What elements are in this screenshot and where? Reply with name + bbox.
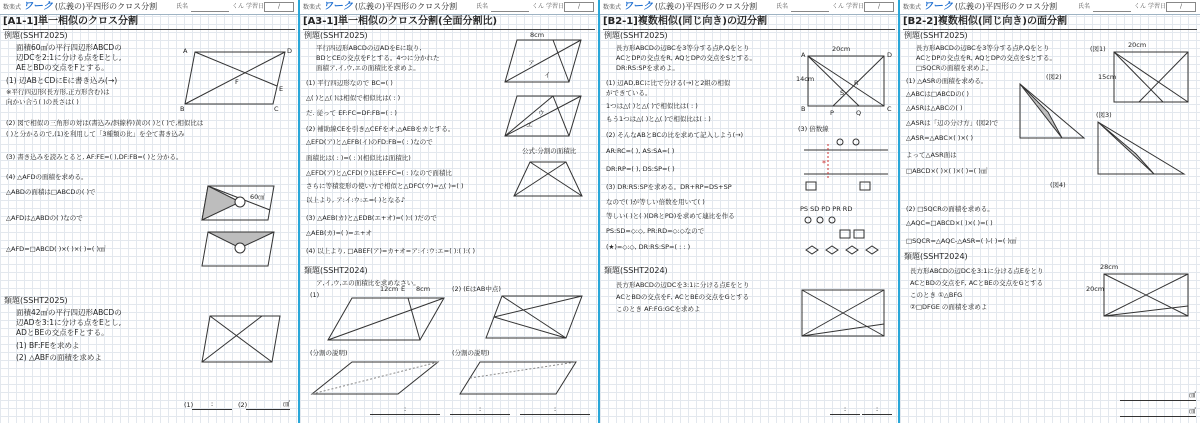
answer-field[interactable]: : — [862, 404, 892, 415]
vertex-a-label: A — [801, 51, 806, 59]
sheet-header — [0, 0, 298, 15]
problem-line: AEとBDの交点をFとする。 — [16, 63, 109, 72]
brand-logo: ワーク — [922, 1, 953, 12]
figure-note: (図4) — [1050, 181, 1066, 189]
date-field[interactable]: / — [1166, 2, 1196, 12]
side-note: 60㎠ — [250, 193, 265, 201]
name-field[interactable] — [191, 2, 229, 12]
date-field[interactable]: / — [264, 2, 294, 12]
problem-line: □SQCR=△AQC-△ASR=( )-( )=( )㎠ — [906, 237, 1017, 245]
practice-label: 類題(SSHT2024) — [304, 266, 368, 275]
point-q-label: Q — [856, 109, 862, 117]
problem-line: 長方形ABCDの辺BCを3等分する点P,Qをとり — [916, 44, 1050, 52]
problem-line: (★)=◇:◇, DR:RS:SP=( : : ) — [606, 243, 691, 251]
problem-line: (2) そんなABとBCの比を求めて記入しよう(→) — [606, 131, 744, 139]
practice-label: 類題(SSHT2024) — [604, 266, 668, 275]
practice-line: (2) △ABFの面積を求めよ — [16, 353, 102, 362]
example-label: 例題(SSHT2025) — [604, 31, 668, 40]
problem-line: (2) □SQCRの面積を求める。 — [906, 205, 994, 213]
answer-field[interactable]: : — [520, 404, 590, 415]
problem-line: 平行四辺形ABCDの辺ADをEに取り, — [316, 44, 422, 52]
segment-diagram — [800, 216, 892, 260]
problem-line: DR:RS:SPを求めよ。 — [616, 64, 679, 72]
rectangle-figure — [1112, 50, 1190, 104]
practice-sketch-1 — [312, 358, 442, 398]
problem-line: △ASRは△ABCの( ) — [906, 104, 963, 112]
shaded-diagram — [200, 182, 280, 270]
brand-small: 数楽式 — [3, 4, 22, 11]
dim-label: 20cm — [1086, 285, 1105, 293]
figure-note: (図3) — [1096, 111, 1112, 119]
region-label: イ — [544, 71, 551, 79]
figure-note: (図1) — [1090, 45, 1106, 53]
practice-note: (分割の説明) — [310, 349, 348, 357]
problem-line: 長方形ABCDの辺BCを3等分する点P,Qをとり — [616, 44, 750, 52]
example-label: 例題(SSHT2025) — [4, 31, 68, 40]
problem-line: PS:SD=◇:◇, PR:RD=◇:◇なので — [606, 227, 705, 235]
date-field[interactable]: / — [864, 2, 894, 12]
problem-line: 1つは△( )と△( )で相似比は( : ) — [606, 102, 698, 110]
problem-line: △( )と△( )は相似で相似比は( : ) — [306, 94, 401, 102]
formula-note: 公式:分割の面積比 — [522, 147, 577, 155]
rectangle-figure — [806, 54, 886, 108]
example-label: 例題(SSHT2025) — [304, 31, 368, 40]
region-label: エ — [526, 121, 533, 129]
problem-line: (1) 辺AD,BCに比で分ける(→)と2組の相似 — [606, 79, 731, 87]
sheet-title: [A1-1]単一相似のクロス分割 — [3, 15, 295, 30]
vertex-d-label: D — [887, 51, 893, 59]
problem-line: □SQCRの面積を求めよ。 — [916, 64, 993, 72]
problem-line: (1) △ASRの面積を求める。 — [906, 77, 988, 85]
problem-line: よって△ASR面は — [906, 151, 957, 159]
problem-line: AR:RC=( ), AS:SA=( ) — [606, 147, 675, 155]
problem-line: 面積比は( : )=( : )(相似比は面積比) — [306, 154, 411, 162]
practice-note: (分割の説明) — [452, 349, 490, 357]
practice-figure — [1102, 272, 1190, 318]
problem-line: BDとCEの交点をFとする。4つに分かれた — [316, 54, 440, 62]
problem-line: なので( )が等しい倍数を用いて( ) — [606, 198, 705, 206]
practice-line: ADとBEの交点をFとする。 — [16, 328, 109, 337]
brand-logo: ワーク — [622, 1, 653, 12]
problem-line: (3) △AEB(カ)と△EDB(エ+オ)=( ):( )だので — [306, 214, 437, 222]
sheet-title: [B2-1]複数相似(同じ向き)の辺分割 — [603, 15, 895, 30]
point-r-label: R — [854, 79, 859, 87]
fig-left-label: 15cm — [1098, 73, 1117, 81]
practice-line: 面積42㎠の平行四辺形ABCDの — [16, 308, 122, 317]
point-e-label: E — [279, 85, 284, 93]
practice-figure — [800, 288, 886, 338]
problem-line: (4) △AFDの面積を求める。 — [6, 173, 88, 181]
problem-line: △ABDの面積は□ABCDの( )で — [6, 188, 96, 196]
practice-intro: ア,イ,ウ,エの面積比を求めなさい。 — [316, 279, 420, 287]
problem-line: だ. 従って EF:FC=DF:FB=( : ) — [306, 109, 397, 117]
answer-field[interactable]: ㎠ — [246, 399, 290, 410]
practice-line: このとき ①△BFG — [910, 291, 963, 299]
region-label: ア — [528, 59, 535, 67]
problem-line: △EFD(ア)と△CFD(ウ)はEF:FC=( : )なので面積比 — [306, 169, 452, 177]
dim-label: 12cm — [380, 285, 399, 293]
sheet-header: 数楽式 ワーク (広義の)平四形のクロス分割 氏名 くん 学習日 / — [900, 0, 1200, 15]
practice-label: 類題(SSHT2024) — [904, 252, 968, 261]
name-field[interactable] — [491, 2, 529, 12]
sheet-title: [B2-2]複数相似(同じ向き)の面分割 — [903, 15, 1197, 30]
problem-line: もう1つは△( )と△( )で相似比は( : ) — [606, 115, 711, 123]
problem-line: ACとDPの交点をR, AQとDPの交点をSとする。 — [916, 54, 1056, 62]
practice-part: (1) — [310, 291, 320, 299]
problem-line: △ASR=△ABC×( )×( ) — [906, 134, 974, 142]
problem-line: △AFDは△ABDの( )なので — [6, 214, 83, 222]
header-title: (広義の)平四形のクロス分割 — [54, 2, 158, 11]
problem-line: (1) 辺ABとCDにEに書き込み(→) — [6, 76, 118, 85]
figure-note: (図2) — [1046, 73, 1062, 81]
vertex-d-label: D — [287, 47, 293, 55]
problem-line: ※平行四辺形(長方形,正方形含む)は — [6, 88, 110, 96]
answer-label: (1) — [184, 401, 194, 409]
problem-line: (2) 補助線CEを引き△CEFをオ,△AEBをカとする。 — [306, 125, 455, 133]
problem-line: 等しい( )と( )(DRとPD)を求めて連比を作る — [606, 212, 735, 220]
sub-figure-3 — [1096, 120, 1186, 176]
problem-line: △ASRは「辺の分け方」(図2)で — [906, 119, 999, 127]
problem-line: (1) 平行四辺形なので BC=( ) — [306, 79, 393, 87]
step-label: (3) 倍数線 — [798, 125, 829, 133]
answer-field[interactable]: : — [370, 404, 440, 415]
worksheet-b2-2 — [900, 0, 1200, 423]
point-s-label: S — [840, 89, 845, 97]
name-field[interactable] — [791, 2, 829, 12]
problem-line: △AQC=□ABCD×( )×( )=( ) — [906, 219, 993, 227]
problem-line: 辺DCを2:1に分ける点をEとし, — [16, 53, 122, 62]
region-label: ウ — [538, 109, 545, 117]
answer-field[interactable]: : — [830, 404, 860, 415]
worksheet-a1-1 — [0, 0, 298, 423]
practice-line: 長方形ABCDの辺DCを3:1に分ける点Eをとり — [910, 267, 1044, 275]
problem-line: ACとDPの交点をR, AQとDPの交点をSとする。 — [616, 54, 756, 62]
problem-line: △AEB(カ)=( )=エ+オ — [306, 229, 373, 237]
practice-line: (1) BF:FEを求めよ — [16, 341, 80, 350]
practice-part: (2) (EはAB中点) — [452, 285, 501, 293]
dim-label: E — [401, 285, 406, 293]
problem-line: △AFD=□ABCD( )×( )×( )=( )㎠ — [6, 245, 106, 253]
problem-line: DR:RP=( ), DS:SP=( ) — [606, 165, 675, 173]
practice-figure-1 — [328, 294, 448, 344]
problem-line: △ABCは□ABCDの( ) — [906, 90, 969, 98]
svg-text:*: * — [822, 159, 826, 168]
sheet-header: 数楽式 ワーク (広義の)平四形のクロス分割 氏名 くん 学習日 / — [300, 0, 598, 15]
problem-line: 面積ア,イ,ウ,エの面積比を求めよ。 — [316, 64, 420, 72]
practice-line: ACとBDの交点をF, ACとBEの交点をGとする — [910, 279, 1044, 287]
fig-left-label: 14cm — [796, 75, 815, 83]
vertex-c-label: C — [887, 105, 892, 113]
vertex-c-label: C — [274, 105, 279, 113]
segment-labels: PS SD PD PR RD — [800, 205, 853, 213]
practice-line: 長方形ABCDの辺DCを3:1に分ける点Eをとり — [616, 281, 750, 289]
dim-label: 28cm — [1100, 263, 1119, 271]
example-label: 例題(SSHT2025) — [904, 31, 968, 40]
problem-line: (3) DR:RS:SPを求める。DR+RP=DS+SP — [606, 183, 732, 191]
problem-line: 以上より, ア:イ:ウ:エ=( )となる♪ — [306, 196, 405, 204]
practice-label: 類題(SSHT2025) — [4, 296, 68, 305]
problem-line: 面積60㎠の平行四辺形ABCDの — [16, 43, 122, 52]
point-p-label: P — [830, 109, 834, 117]
worksheet-a3-1 — [300, 0, 598, 423]
sheet-header: 数楽式 ワーク (広義の)平四形のクロス分割 氏名 くん 学習日 / — [600, 0, 898, 15]
practice-figure-2 — [486, 292, 586, 342]
header-meta: 氏名 くん 学習日 / — [176, 0, 294, 14]
fig-side-label: 20cm — [1128, 41, 1147, 49]
answer-field[interactable]: : — [192, 399, 232, 410]
practice-figure — [200, 312, 285, 367]
practice-line: 辺ADを3:1に分ける点をEとし, — [16, 318, 122, 327]
practice-line: このとき AF:FG:GCを求めよ — [616, 305, 701, 313]
practice-line: ACとBDの交点をF, ACとBEの交点をGとする — [616, 293, 750, 301]
ratio-diagram — [800, 134, 892, 198]
practice-line: ②□DFGE の面積を求めよ — [910, 303, 988, 311]
date-field[interactable]: / — [564, 2, 594, 12]
fig-side-label: 8cm — [530, 31, 545, 39]
vertex-a-label: A — [183, 47, 188, 55]
problem-line: △EFD(ア)と△EFB(イ)のFD:FB=( : )なので — [306, 138, 433, 146]
dim-label: 8cm — [416, 285, 431, 293]
answer-label: (2) — [238, 401, 248, 409]
answer-field[interactable]: ㎠ — [1120, 390, 1196, 401]
brand-logo: ワーク — [22, 1, 53, 12]
problem-line: □ABCD×( )×( )×( )=( )㎠ — [906, 167, 988, 175]
name-field[interactable] — [1093, 2, 1131, 12]
answer-field[interactable]: ㎠ — [1120, 406, 1196, 417]
problem-line: ( )と分かるので,(1)を利用して「3種類の比」を全て書き込み — [6, 130, 185, 138]
brand-logo: ワーク — [322, 1, 353, 12]
practice-sketch-2 — [460, 358, 580, 398]
problem-line: 向かい合う( )の長さは( ) — [6, 98, 79, 106]
worksheet-b2-1 — [600, 0, 898, 423]
vertex-b-label: B — [801, 105, 806, 113]
vertex-b-label: B — [180, 105, 185, 113]
formula-diagram — [512, 158, 584, 200]
point-f-label: F — [235, 78, 239, 86]
answer-field[interactable]: : — [450, 404, 510, 415]
figure-mid — [505, 92, 585, 140]
sheet-title: [A3-1]単一相似のクロス分割(全面分割比) — [303, 15, 595, 30]
problem-line: (3) 書き込みを読みとると, AF:FE=( ),DF:FB=( )と分かる。 — [6, 153, 183, 161]
sub-figure-2 — [1018, 82, 1088, 142]
problem-line: (4) 以上より, □ABEF(ア)=カ+オ=ア:イ:ウ:エ=( ):( ):( ) — [306, 247, 476, 255]
problem-line: (2) 図で相似の三角形の対は(書込み/斜線枠)黄の( )と( )で,相似比は — [6, 119, 204, 127]
fig-side-label: 20cm — [832, 45, 851, 53]
problem-line: さらに等積変形の使い方で相似と△DFC(ウ)=△( )=( ) — [306, 182, 464, 190]
problem-line: ができている。 — [606, 89, 652, 97]
